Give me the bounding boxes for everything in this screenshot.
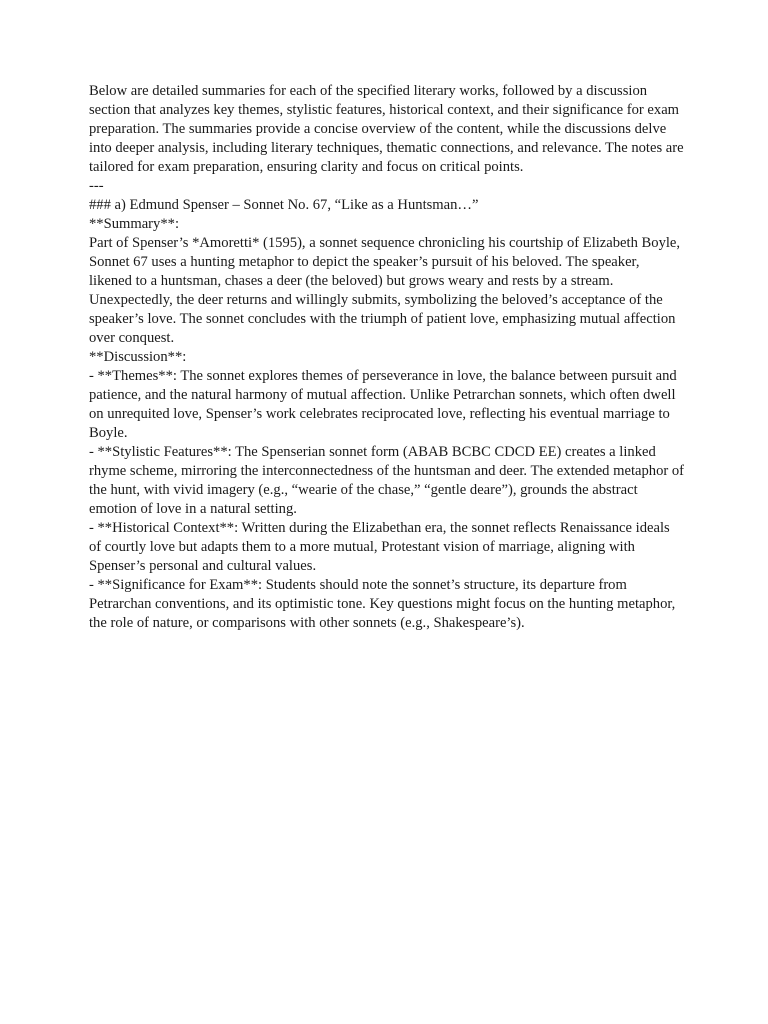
discussion-bullet-themes: - **Themes**: The sonnet explores themes of perseverance in love, the balance between pursuit and patience, and the natural harmony of mutual affection. Unlike Petrarchan sonnets, which often dwell on unrequited love, Spenser’s work celebrates reciprocated love, reflecting his eventual marriage to Boyle. — [89, 368, 677, 441]
document-page — [89, 82, 685, 633]
intro-paragraph: Below are detailed summaries for each of the specified literary works, followed by a discussion section that analyzes key themes, stylistic features, historical context, and their significance for exam preparation. The summaries provide a concise overview of the content, while the discussions delve into deeper analysis, including literary techniques, thematic connections, and relevance. The notes are tailored for exam preparation, ensuring clarity and focus on critical points. — [89, 83, 684, 175]
section-heading: ### a) Edmund Spenser – Sonnet No. 67, “Like as a Huntsman…” — [89, 197, 479, 213]
discussion-bullet-significance: - **Significance for Exam**: Students should note the sonnet’s structure, its departure from Petrarchan conventions, and its optimistic tone. Key questions might focus on the hunting metaphor, the role of nature, or comparisons with other sonnets (e.g., Shakespeare’s). — [89, 577, 676, 631]
summary-paragraph: Part of Spenser’s *Amoretti* (1595), a sonnet sequence chronicling his courtship of Elizabeth Boyle, Sonnet 67 uses a hunting metaphor to depict the speaker’s pursuit of his beloved. The speaker, likened to a huntsman, chases a deer (the beloved) but grows weary and rests by a stream. Unexpectedly, the deer returns and willingly submits, symbolizing the beloved’s acceptance of the speaker’s love. The sonnet concludes with the triumph of patient love, emphasizing mutual affection over conquest. — [89, 235, 681, 346]
discussion-bullet-historical-context: - **Historical Context**: Written during the Elizabethan era, the sonnet reflects Renaissance ideals of courtly love but adapts them to a more mutual, Protestant vision of marriage, aligning with Spenser’s personal and cultural values. — [89, 520, 670, 574]
discussion-label: **Discussion**: — [89, 349, 187, 365]
discussion-bullet-stylistic-features: - **Stylistic Features**: The Spenserian sonnet form (ABAB BCBC CDCD EE) creates a linked rhyme scheme, mirroring the interconnectedness of the huntsman and deer. The extended metaphor of the hunt, with vivid imagery (e.g., “wearie of the chase,” “gentle deare”), grounds the abstract emotion of love in a natural setting. — [89, 444, 685, 517]
section-separator: --- — [89, 178, 104, 194]
summary-label: **Summary**: — [89, 216, 179, 232]
